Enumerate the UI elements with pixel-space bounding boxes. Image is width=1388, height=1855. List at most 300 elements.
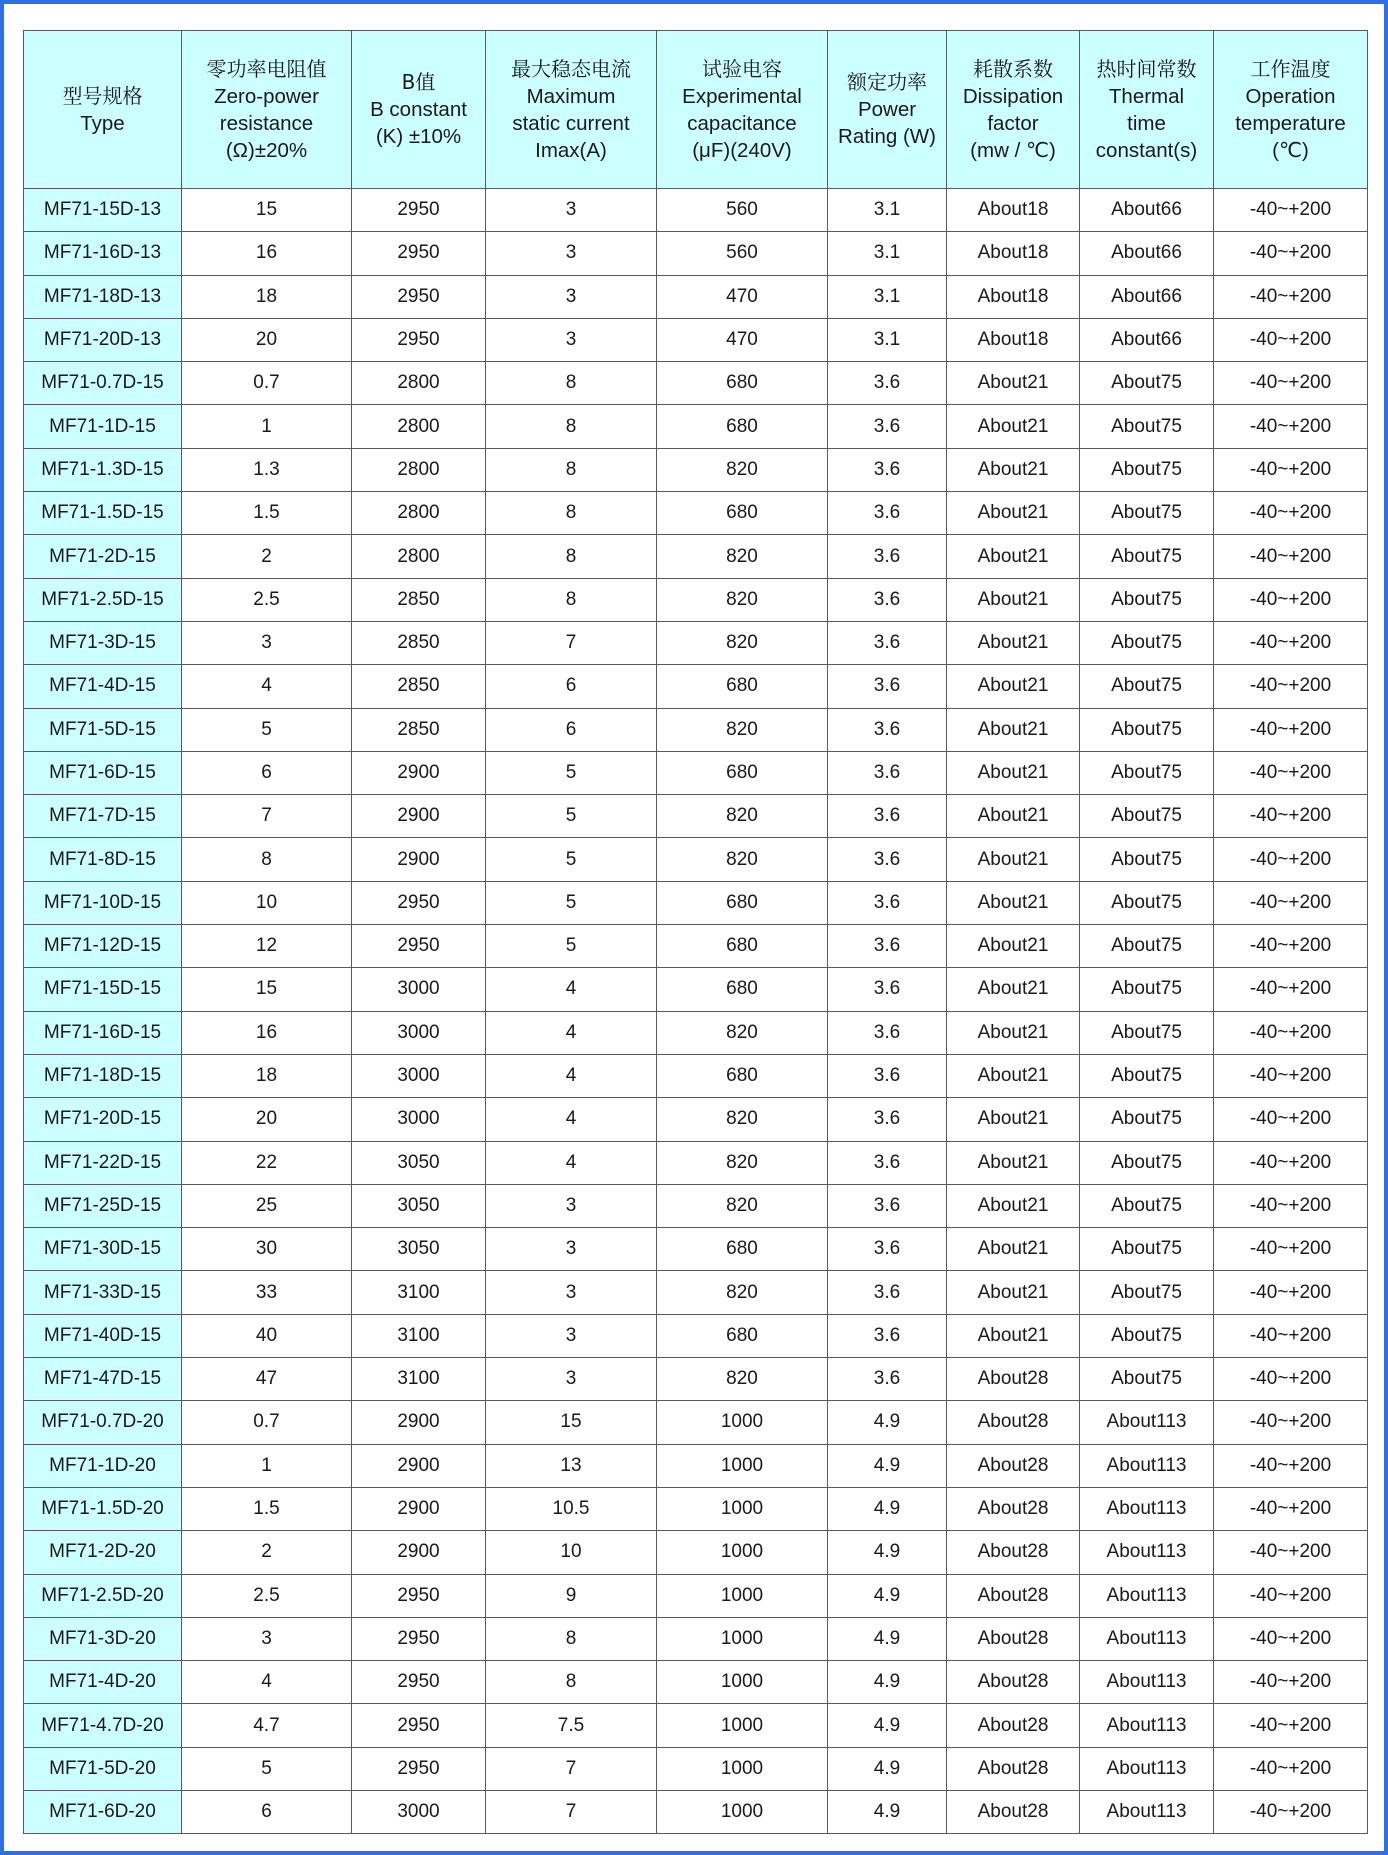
table-row: [24, 275, 1368, 318]
table-row: [24, 232, 1368, 275]
cell-operation-temperature: -40~+200: [1214, 751, 1368, 794]
cell-experimental-capacitance: 560: [657, 189, 828, 232]
cell-max-static-current: 3: [486, 1271, 657, 1314]
cell-thermal-time-constant: About75: [1080, 838, 1214, 881]
cell-power-rating: 3.1: [828, 189, 947, 232]
cell-operation-temperature: -40~+200: [1214, 1271, 1368, 1314]
cell-operation-temperature: -40~+200: [1214, 1141, 1368, 1184]
table-row: [24, 1314, 1368, 1357]
cell-type: MF71-2D-20: [24, 1531, 182, 1574]
cell-zero-power-resistance: 40: [182, 1314, 352, 1357]
cell-experimental-capacitance: 680: [657, 665, 828, 708]
cell-operation-temperature: -40~+200: [1214, 232, 1368, 275]
cell-max-static-current: 3: [486, 232, 657, 275]
cell-operation-temperature: -40~+200: [1214, 492, 1368, 535]
cell-type: MF71-1.5D-15: [24, 492, 182, 535]
header-english-label: (Ω)±20%: [225, 138, 308, 162]
cell-type: MF71-40D-15: [24, 1314, 182, 1357]
table-row: [24, 1184, 1368, 1227]
cell-type: MF71-3D-15: [24, 621, 182, 664]
cell-max-static-current: 5: [486, 795, 657, 838]
column-header-zero-power-resistance: [182, 31, 352, 189]
header-english-label: temperature: [1235, 111, 1346, 135]
cell-experimental-capacitance: 560: [657, 232, 828, 275]
cell-thermal-time-constant: About75: [1080, 925, 1214, 968]
cell-max-static-current: 5: [486, 881, 657, 924]
cell-thermal-time-constant: About75: [1080, 1098, 1214, 1141]
cell-b-constant: 3000: [352, 1011, 486, 1054]
cell-dissipation-factor: About28: [947, 1401, 1080, 1444]
header-english-label: (K) ±10%: [375, 125, 462, 148]
cell-max-static-current: 8: [486, 492, 657, 535]
cell-dissipation-factor: About21: [947, 448, 1080, 491]
cell-max-static-current: 7.5: [486, 1704, 657, 1747]
cell-dissipation-factor: About28: [947, 1487, 1080, 1530]
cell-zero-power-resistance: 16: [182, 232, 352, 275]
cell-thermal-time-constant: About66: [1080, 232, 1214, 275]
cell-type: MF71-4D-20: [24, 1661, 182, 1704]
cell-zero-power-resistance: 6: [182, 751, 352, 794]
cell-max-static-current: 6: [486, 665, 657, 708]
cell-zero-power-resistance: 5: [182, 708, 352, 751]
cell-max-static-current: 10.5: [486, 1487, 657, 1530]
header-english-label: B constant: [370, 98, 467, 121]
cell-dissipation-factor: About21: [947, 751, 1080, 794]
cell-max-static-current: 4: [486, 1054, 657, 1097]
cell-thermal-time-constant: About66: [1080, 275, 1214, 318]
cell-thermal-time-constant: About66: [1080, 318, 1214, 361]
cell-operation-temperature: -40~+200: [1214, 1098, 1368, 1141]
cell-power-rating: 3.1: [828, 275, 947, 318]
header-english-label: static current: [512, 111, 630, 135]
header-chinese-label: 耗散系数: [973, 56, 1053, 81]
cell-dissipation-factor: About28: [947, 1358, 1080, 1401]
table-row: [24, 362, 1368, 405]
cell-dissipation-factor: About28: [947, 1531, 1080, 1574]
table-row: [24, 578, 1368, 621]
cell-thermal-time-constant: About75: [1080, 535, 1214, 578]
cell-dissipation-factor: About21: [947, 925, 1080, 968]
cell-b-constant: 2900: [352, 751, 486, 794]
table-row: [24, 1358, 1368, 1401]
cell-experimental-capacitance: 820: [657, 795, 828, 838]
cell-dissipation-factor: About21: [947, 1054, 1080, 1097]
cell-thermal-time-constant: About75: [1080, 1228, 1214, 1271]
cell-b-constant: 2850: [352, 621, 486, 664]
table-row: [24, 881, 1368, 924]
table-row: [24, 708, 1368, 751]
table-row: [24, 1228, 1368, 1271]
cell-dissipation-factor: About28: [947, 1574, 1080, 1617]
cell-experimental-capacitance: 680: [657, 881, 828, 924]
cell-max-static-current: 10: [486, 1531, 657, 1574]
cell-type: MF71-2.5D-20: [24, 1574, 182, 1617]
cell-thermal-time-constant: About113: [1080, 1617, 1214, 1660]
cell-type: MF71-15D-15: [24, 968, 182, 1011]
cell-type: MF71-1.5D-20: [24, 1487, 182, 1530]
cell-type: MF71-16D-13: [24, 232, 182, 275]
cell-thermal-time-constant: About75: [1080, 665, 1214, 708]
header-chinese-label: 试验电容: [702, 56, 782, 81]
cell-b-constant: 2800: [352, 492, 486, 535]
cell-max-static-current: 3: [486, 1184, 657, 1227]
table-row: [24, 1747, 1368, 1790]
table-row: [24, 1054, 1368, 1097]
cell-b-constant: 3050: [352, 1228, 486, 1271]
cell-b-constant: 3000: [352, 1790, 486, 1833]
cell-max-static-current: 3: [486, 318, 657, 361]
table-row: [24, 751, 1368, 794]
cell-b-constant: 3000: [352, 1098, 486, 1141]
cell-b-constant: 2850: [352, 578, 486, 621]
cell-b-constant: 2850: [352, 665, 486, 708]
cell-zero-power-resistance: 5: [182, 1747, 352, 1790]
cell-zero-power-resistance: 1.5: [182, 492, 352, 535]
cell-experimental-capacitance: 680: [657, 1054, 828, 1097]
cell-type: MF71-7D-15: [24, 795, 182, 838]
cell-dissipation-factor: About21: [947, 492, 1080, 535]
cell-dissipation-factor: About21: [947, 881, 1080, 924]
header-english-label: time: [1127, 111, 1166, 135]
cell-power-rating: 3.1: [828, 318, 947, 361]
cell-thermal-time-constant: About75: [1080, 968, 1214, 1011]
cell-dissipation-factor: About21: [947, 1271, 1080, 1314]
cell-zero-power-resistance: 2.5: [182, 1574, 352, 1617]
cell-operation-temperature: -40~+200: [1214, 1358, 1368, 1401]
cell-zero-power-resistance: 1.5: [182, 1487, 352, 1530]
cell-b-constant: 2800: [352, 448, 486, 491]
cell-power-rating: 3.6: [828, 535, 947, 578]
cell-zero-power-resistance: 10: [182, 881, 352, 924]
cell-operation-temperature: -40~+200: [1214, 1314, 1368, 1357]
cell-max-static-current: 4: [486, 1098, 657, 1141]
header-english-label: Imax(A): [535, 138, 607, 162]
cell-dissipation-factor: About28: [947, 1790, 1080, 1833]
cell-max-static-current: 7: [486, 1790, 657, 1833]
cell-thermal-time-constant: About113: [1080, 1531, 1214, 1574]
cell-power-rating: 4.9: [828, 1487, 947, 1530]
header-english-label: (℃): [1272, 138, 1309, 162]
cell-b-constant: 2800: [352, 535, 486, 578]
table-row: [24, 1271, 1368, 1314]
cell-operation-temperature: -40~+200: [1214, 968, 1368, 1011]
cell-operation-temperature: -40~+200: [1214, 621, 1368, 664]
cell-type: MF71-25D-15: [24, 1184, 182, 1227]
header-chinese-label: 热时间常数: [1096, 56, 1197, 81]
cell-power-rating: 3.6: [828, 751, 947, 794]
cell-power-rating: 3.6: [828, 1098, 947, 1141]
cell-operation-temperature: -40~+200: [1214, 838, 1368, 881]
cell-experimental-capacitance: 1000: [657, 1401, 828, 1444]
cell-thermal-time-constant: About113: [1080, 1747, 1214, 1790]
cell-zero-power-resistance: 0.7: [182, 362, 352, 405]
cell-type: MF71-33D-15: [24, 1271, 182, 1314]
cell-experimental-capacitance: 680: [657, 405, 828, 448]
header-english-label: constant(s): [1095, 138, 1198, 162]
cell-experimental-capacitance: 1000: [657, 1574, 828, 1617]
cell-power-rating: 3.6: [828, 968, 947, 1011]
cell-b-constant: 2800: [352, 362, 486, 405]
cell-zero-power-resistance: 20: [182, 318, 352, 361]
cell-experimental-capacitance: 820: [657, 1271, 828, 1314]
cell-max-static-current: 4: [486, 1141, 657, 1184]
header-english-label: Thermal: [1108, 84, 1185, 108]
cell-thermal-time-constant: About113: [1080, 1661, 1214, 1704]
cell-type: MF71-18D-15: [24, 1054, 182, 1097]
column-header-power-rating: [828, 31, 947, 189]
cell-experimental-capacitance: 680: [657, 362, 828, 405]
header-english-label: (mw / ℃): [970, 138, 1056, 162]
cell-b-constant: 2900: [352, 1531, 486, 1574]
cell-zero-power-resistance: 4: [182, 665, 352, 708]
cell-max-static-current: 8: [486, 448, 657, 491]
cell-experimental-capacitance: 820: [657, 1098, 828, 1141]
cell-b-constant: 2950: [352, 1661, 486, 1704]
cell-b-constant: 2950: [352, 1747, 486, 1790]
cell-max-static-current: 3: [486, 275, 657, 318]
cell-experimental-capacitance: 1000: [657, 1531, 828, 1574]
cell-dissipation-factor: About21: [947, 968, 1080, 1011]
cell-power-rating: 3.6: [828, 1358, 947, 1401]
cell-zero-power-resistance: 7: [182, 795, 352, 838]
table-row: [24, 925, 1368, 968]
cell-dissipation-factor: About21: [947, 535, 1080, 578]
cell-experimental-capacitance: 1000: [657, 1790, 828, 1833]
column-header-operation-temperature: [1214, 31, 1368, 189]
cell-operation-temperature: -40~+200: [1214, 1574, 1368, 1617]
header-english-label: Type: [80, 111, 125, 135]
cell-dissipation-factor: About21: [947, 1141, 1080, 1184]
table-row: [24, 1444, 1368, 1487]
cell-thermal-time-constant: About75: [1080, 1011, 1214, 1054]
cell-operation-temperature: -40~+200: [1214, 881, 1368, 924]
cell-zero-power-resistance: 8: [182, 838, 352, 881]
column-header-max-static-current: [486, 31, 657, 189]
cell-dissipation-factor: About21: [947, 1184, 1080, 1227]
cell-dissipation-factor: About21: [947, 621, 1080, 664]
cell-type: MF71-16D-15: [24, 1011, 182, 1054]
cell-power-rating: 3.6: [828, 1054, 947, 1097]
cell-thermal-time-constant: About113: [1080, 1444, 1214, 1487]
cell-power-rating: 3.6: [828, 1228, 947, 1271]
cell-zero-power-resistance: 30: [182, 1228, 352, 1271]
cell-dissipation-factor: About21: [947, 1011, 1080, 1054]
cell-zero-power-resistance: 15: [182, 968, 352, 1011]
cell-thermal-time-constant: About75: [1080, 362, 1214, 405]
cell-max-static-current: 7: [486, 1747, 657, 1790]
header-english-label: factor: [987, 111, 1039, 135]
cell-experimental-capacitance: 820: [657, 578, 828, 621]
table-row: [24, 1011, 1368, 1054]
cell-type: MF71-5D-20: [24, 1747, 182, 1790]
cell-zero-power-resistance: 15: [182, 189, 352, 232]
cell-b-constant: 2850: [352, 708, 486, 751]
cell-power-rating: 3.1: [828, 232, 947, 275]
cell-dissipation-factor: About21: [947, 795, 1080, 838]
cell-dissipation-factor: About21: [947, 405, 1080, 448]
cell-power-rating: 3.6: [828, 621, 947, 664]
header-english-label: Rating (W): [838, 125, 936, 148]
cell-power-rating: 3.6: [828, 578, 947, 621]
cell-dissipation-factor: About18: [947, 275, 1080, 318]
cell-power-rating: 3.6: [828, 838, 947, 881]
column-header-b-constant: [352, 31, 486, 189]
cell-power-rating: 3.6: [828, 448, 947, 491]
cell-zero-power-resistance: 1.3: [182, 448, 352, 491]
cell-thermal-time-constant: About113: [1080, 1704, 1214, 1747]
cell-b-constant: 2950: [352, 318, 486, 361]
table-body: [24, 189, 1368, 1834]
header-chinese-label: 零功率电阻值: [206, 56, 327, 81]
header-english-label: (μF)(240V): [692, 138, 792, 162]
cell-dissipation-factor: About21: [947, 362, 1080, 405]
cell-thermal-time-constant: About113: [1080, 1574, 1214, 1617]
table-row: [24, 535, 1368, 578]
table-row: [24, 1704, 1368, 1747]
cell-zero-power-resistance: 4.7: [182, 1704, 352, 1747]
cell-type: MF71-1.3D-15: [24, 448, 182, 491]
cell-type: MF71-6D-15: [24, 751, 182, 794]
cell-dissipation-factor: About21: [947, 1314, 1080, 1357]
cell-max-static-current: 8: [486, 405, 657, 448]
cell-experimental-capacitance: 820: [657, 1184, 828, 1227]
cell-operation-temperature: -40~+200: [1214, 535, 1368, 578]
table-header-row: [24, 31, 1368, 189]
cell-thermal-time-constant: About75: [1080, 405, 1214, 448]
cell-max-static-current: 5: [486, 838, 657, 881]
column-header-dissipation-factor: [947, 31, 1080, 189]
cell-zero-power-resistance: 3: [182, 621, 352, 664]
cell-power-rating: 4.9: [828, 1401, 947, 1444]
cell-zero-power-resistance: 1: [182, 1444, 352, 1487]
cell-dissipation-factor: About21: [947, 1098, 1080, 1141]
cell-experimental-capacitance: 470: [657, 318, 828, 361]
cell-operation-temperature: -40~+200: [1214, 318, 1368, 361]
cell-type: MF71-6D-20: [24, 1790, 182, 1833]
header-chinese-label: B值: [401, 70, 436, 94]
cell-type: MF71-20D-15: [24, 1098, 182, 1141]
cell-max-static-current: 3: [486, 189, 657, 232]
cell-b-constant: 3000: [352, 968, 486, 1011]
cell-operation-temperature: -40~+200: [1214, 578, 1368, 621]
cell-power-rating: 4.9: [828, 1661, 947, 1704]
cell-type: MF71-47D-15: [24, 1358, 182, 1401]
cell-type: MF71-0.7D-20: [24, 1401, 182, 1444]
cell-operation-temperature: -40~+200: [1214, 1747, 1368, 1790]
cell-thermal-time-constant: About75: [1080, 1054, 1214, 1097]
cell-max-static-current: 15: [486, 1401, 657, 1444]
cell-zero-power-resistance: 12: [182, 925, 352, 968]
cell-zero-power-resistance: 47: [182, 1358, 352, 1401]
cell-b-constant: 2950: [352, 881, 486, 924]
cell-power-rating: 3.6: [828, 881, 947, 924]
cell-experimental-capacitance: 820: [657, 448, 828, 491]
cell-type: MF71-22D-15: [24, 1141, 182, 1184]
cell-thermal-time-constant: About75: [1080, 881, 1214, 924]
cell-zero-power-resistance: 4: [182, 1661, 352, 1704]
cell-max-static-current: 7: [486, 621, 657, 664]
cell-dissipation-factor: About28: [947, 1661, 1080, 1704]
cell-operation-temperature: -40~+200: [1214, 1228, 1368, 1271]
cell-type: MF71-1D-15: [24, 405, 182, 448]
cell-dissipation-factor: About28: [947, 1704, 1080, 1747]
cell-max-static-current: 8: [486, 1617, 657, 1660]
cell-power-rating: 3.6: [828, 708, 947, 751]
cell-b-constant: 2900: [352, 1401, 486, 1444]
cell-zero-power-resistance: 25: [182, 1184, 352, 1227]
cell-thermal-time-constant: About75: [1080, 1271, 1214, 1314]
header-english-label: Maximum: [526, 84, 616, 108]
cell-max-static-current: 4: [486, 968, 657, 1011]
cell-operation-temperature: -40~+200: [1214, 1184, 1368, 1227]
cell-power-rating: 3.6: [828, 1141, 947, 1184]
cell-dissipation-factor: About28: [947, 1747, 1080, 1790]
cell-experimental-capacitance: 820: [657, 838, 828, 881]
cell-dissipation-factor: About21: [947, 665, 1080, 708]
cell-type: MF71-5D-15: [24, 708, 182, 751]
cell-experimental-capacitance: 680: [657, 968, 828, 1011]
cell-thermal-time-constant: About75: [1080, 1184, 1214, 1227]
table-row: [24, 405, 1368, 448]
column-header-thermal-time-constant: [1080, 31, 1214, 189]
cell-power-rating: 4.9: [828, 1704, 947, 1747]
cell-power-rating: 3.6: [828, 492, 947, 535]
cell-thermal-time-constant: About75: [1080, 578, 1214, 621]
cell-zero-power-resistance: 0.7: [182, 1401, 352, 1444]
cell-b-constant: 2800: [352, 405, 486, 448]
cell-thermal-time-constant: About75: [1080, 1358, 1214, 1401]
cell-thermal-time-constant: About75: [1080, 1314, 1214, 1357]
table-row: [24, 665, 1368, 708]
table-row: [24, 1141, 1368, 1184]
cell-b-constant: 2900: [352, 1444, 486, 1487]
cell-zero-power-resistance: 1: [182, 405, 352, 448]
cell-max-static-current: 3: [486, 1228, 657, 1271]
cell-b-constant: 2950: [352, 189, 486, 232]
table-row: [24, 1574, 1368, 1617]
header-english-label: resistance: [219, 111, 314, 135]
cell-type: MF71-18D-13: [24, 275, 182, 318]
cell-operation-temperature: -40~+200: [1214, 1704, 1368, 1747]
cell-operation-temperature: -40~+200: [1214, 925, 1368, 968]
cell-experimental-capacitance: 680: [657, 492, 828, 535]
header-english-label: Zero-power: [214, 84, 319, 108]
cell-dissipation-factor: About18: [947, 318, 1080, 361]
cell-max-static-current: 8: [486, 362, 657, 405]
table-row: [24, 318, 1368, 361]
cell-thermal-time-constant: About75: [1080, 621, 1214, 664]
cell-thermal-time-constant: About75: [1080, 751, 1214, 794]
cell-b-constant: 2900: [352, 1487, 486, 1530]
cell-power-rating: 4.9: [828, 1531, 947, 1574]
cell-operation-temperature: -40~+200: [1214, 362, 1368, 405]
cell-power-rating: 3.6: [828, 1271, 947, 1314]
table-row: [24, 448, 1368, 491]
cell-experimental-capacitance: 680: [657, 751, 828, 794]
cell-dissipation-factor: About18: [947, 232, 1080, 275]
cell-experimental-capacitance: 1000: [657, 1487, 828, 1530]
cell-zero-power-resistance: 18: [182, 1054, 352, 1097]
cell-type: MF71-10D-15: [24, 881, 182, 924]
cell-experimental-capacitance: 680: [657, 1228, 828, 1271]
cell-dissipation-factor: About18: [947, 189, 1080, 232]
cell-operation-temperature: -40~+200: [1214, 1790, 1368, 1833]
cell-b-constant: 2950: [352, 925, 486, 968]
cell-operation-temperature: -40~+200: [1214, 189, 1368, 232]
ntc-spec-table: [23, 30, 1368, 1834]
cell-experimental-capacitance: 680: [657, 1314, 828, 1357]
cell-zero-power-resistance: 2: [182, 1531, 352, 1574]
